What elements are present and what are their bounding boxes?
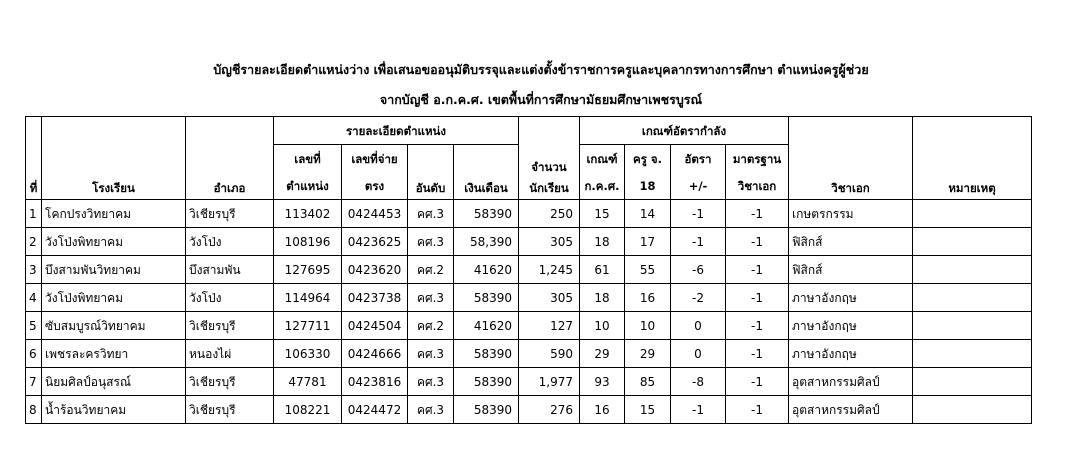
criteria-cell: 93 bbox=[580, 368, 625, 396]
row-no-cell: 7 bbox=[26, 368, 42, 396]
pay-number-cell: 0424472 bbox=[342, 396, 408, 424]
vacancy-table bbox=[25, 116, 1032, 424]
remark-cell bbox=[913, 228, 1032, 256]
school-name-cell: น้ำร้อนวิทยาคม bbox=[42, 396, 186, 424]
table-row bbox=[26, 396, 1032, 424]
header-remark: หมายเหตุ bbox=[913, 117, 1032, 200]
school-name-cell: โคกปรงวิทยาคม bbox=[42, 200, 186, 228]
criteria-cell: 10 bbox=[580, 312, 625, 340]
school-name-cell: นิยมศิลป์อนุสรณ์ bbox=[42, 368, 186, 396]
major-cell: อุตสาหกรรมศิลป์ bbox=[789, 396, 913, 424]
pay-number-cell: 0423620 bbox=[342, 256, 408, 284]
major-standard-cell: -1 bbox=[726, 200, 789, 228]
grade-cell: คศ.2 bbox=[408, 312, 454, 340]
salary-cell: 58390 bbox=[454, 396, 519, 424]
header-position-group: รายละเอียดตำแหน่ง bbox=[274, 117, 519, 145]
header-pos-no-2: ตำแหน่ง bbox=[274, 172, 342, 200]
district-cell: วิเชียรบุรี bbox=[186, 312, 274, 340]
school-name-cell: บึงสามพันวิทยาคม bbox=[42, 256, 186, 284]
rate-diff-cell: -6 bbox=[671, 256, 726, 284]
criteria-cell: 61 bbox=[580, 256, 625, 284]
position-number-cell: 108221 bbox=[274, 396, 342, 424]
major-standard-cell: -1 bbox=[726, 256, 789, 284]
header-crit-2: ก.ค.ศ. bbox=[580, 172, 625, 200]
salary-cell: 58390 bbox=[454, 284, 519, 312]
teacher-count-cell: 10 bbox=[625, 312, 671, 340]
major-cell: ภาษาอังกฤษ bbox=[789, 340, 913, 368]
salary-cell: 41620 bbox=[454, 256, 519, 284]
table-row bbox=[26, 256, 1032, 284]
remark-cell bbox=[913, 284, 1032, 312]
major-standard-cell: -1 bbox=[726, 340, 789, 368]
table-row bbox=[26, 368, 1032, 396]
teacher-count-cell: 17 bbox=[625, 228, 671, 256]
school-name-cell: วังโป่งพิทยาคม bbox=[42, 228, 186, 256]
grade-cell: คศ.2 bbox=[408, 256, 454, 284]
district-cell: วังโป่ง bbox=[186, 228, 274, 256]
teacher-count-cell: 15 bbox=[625, 396, 671, 424]
major-cell: เกษตรกรรม bbox=[789, 200, 913, 228]
header-teachers-2: 18 bbox=[625, 172, 671, 200]
criteria-cell: 29 bbox=[580, 340, 625, 368]
district-cell: วิเชียรบุรี bbox=[186, 368, 274, 396]
document-title: บัญชีรายละเอียดตำแหน่งว่าง เพื่อเสนอขออนุมัติบรรจุและแต่งตั้งข้าราชการครูและบุคลากรทางการศึกษา ตำแหน่งครูผู้ช่วย bbox=[213, 62, 869, 77]
remark-cell bbox=[913, 312, 1032, 340]
criteria-cell: 16 bbox=[580, 396, 625, 424]
position-number-cell: 106330 bbox=[274, 340, 342, 368]
major-cell: ภาษาอังกฤษ bbox=[789, 284, 913, 312]
teacher-count-cell: 85 bbox=[625, 368, 671, 396]
header-students-cell bbox=[519, 117, 580, 200]
row-no-cell: 1 bbox=[26, 200, 42, 228]
grade-cell: คศ.3 bbox=[408, 368, 454, 396]
district-cell: บึงสามพัน bbox=[186, 256, 274, 284]
student-count-cell: 276 bbox=[519, 396, 580, 424]
header-pos-no-1: เลขที่ bbox=[274, 145, 342, 173]
header-students-1: จำนวน bbox=[531, 160, 567, 174]
criteria-cell: 18 bbox=[580, 284, 625, 312]
grade-cell: คศ.3 bbox=[408, 200, 454, 228]
position-number-cell: 127711 bbox=[274, 312, 342, 340]
header-rate-1: อัตรา bbox=[671, 145, 726, 173]
header-no: ที่ bbox=[26, 117, 42, 200]
major-standard-cell: -1 bbox=[726, 312, 789, 340]
pay-number-cell: 0423816 bbox=[342, 368, 408, 396]
school-name-cell: ซับสมบูรณ์วิทยาคม bbox=[42, 312, 186, 340]
table-row bbox=[26, 312, 1032, 340]
teacher-count-cell: 16 bbox=[625, 284, 671, 312]
position-number-cell: 47781 bbox=[274, 368, 342, 396]
table-row bbox=[26, 200, 1032, 228]
grade-cell: คศ.3 bbox=[408, 340, 454, 368]
remark-cell bbox=[913, 256, 1032, 284]
header-school: โรงเรียน bbox=[42, 117, 186, 200]
position-number-cell: 113402 bbox=[274, 200, 342, 228]
salary-cell: 58390 bbox=[454, 200, 519, 228]
pay-number-cell: 0423738 bbox=[342, 284, 408, 312]
rate-diff-cell: 0 bbox=[671, 312, 726, 340]
grade-cell: คศ.3 bbox=[408, 228, 454, 256]
pay-number-cell: 0424453 bbox=[342, 200, 408, 228]
header-crit-1: เกณฑ์ bbox=[580, 145, 625, 173]
row-no-cell: 2 bbox=[26, 228, 42, 256]
document-subtitle: จากบัญชี อ.ก.ค.ศ. เขตพื้นที่การศึกษามัธยมศึกษาเพชรบูรณ์ bbox=[379, 92, 703, 107]
position-number-cell: 114964 bbox=[274, 284, 342, 312]
major-cell: ภาษาอังกฤษ bbox=[789, 312, 913, 340]
rate-diff-cell: 0 bbox=[671, 340, 726, 368]
row-no-cell: 6 bbox=[26, 340, 42, 368]
major-standard-cell: -1 bbox=[726, 284, 789, 312]
school-name-cell: เพชรละครวิทยา bbox=[42, 340, 186, 368]
table-row bbox=[26, 228, 1032, 256]
header-pay-no-2: ตรง bbox=[342, 172, 408, 200]
position-number-cell: 108196 bbox=[274, 228, 342, 256]
major-cell: ฟิสิกส์ bbox=[789, 256, 913, 284]
district-cell: วิเชียรบุรี bbox=[186, 200, 274, 228]
student-count-cell: 250 bbox=[519, 200, 580, 228]
teacher-count-cell: 14 bbox=[625, 200, 671, 228]
remark-cell bbox=[913, 200, 1032, 228]
header-std-1: มาตรฐาน bbox=[726, 145, 789, 173]
header-students-2: นักเรียน bbox=[529, 181, 569, 195]
header-quota-group: เกณฑ์อัตรากำลัง bbox=[580, 117, 789, 145]
salary-cell: 58390 bbox=[454, 368, 519, 396]
district-cell: วิเชียรบุรี bbox=[186, 396, 274, 424]
row-no-cell: 5 bbox=[26, 312, 42, 340]
table-row bbox=[26, 284, 1032, 312]
rate-diff-cell: -1 bbox=[671, 228, 726, 256]
pay-number-cell: 0424504 bbox=[342, 312, 408, 340]
header-row-1 bbox=[26, 117, 1032, 145]
grade-cell: คศ.3 bbox=[408, 396, 454, 424]
criteria-cell: 15 bbox=[580, 200, 625, 228]
grade-cell: คศ.3 bbox=[408, 284, 454, 312]
major-standard-cell: -1 bbox=[726, 396, 789, 424]
criteria-cell: 18 bbox=[580, 228, 625, 256]
district-cell: หนองไผ่ bbox=[186, 340, 274, 368]
header-salary: เงินเดือน bbox=[454, 145, 519, 200]
student-count-cell: 1,245 bbox=[519, 256, 580, 284]
rate-diff-cell: -8 bbox=[671, 368, 726, 396]
major-standard-cell: -1 bbox=[726, 228, 789, 256]
salary-cell: 41620 bbox=[454, 312, 519, 340]
remark-cell bbox=[913, 368, 1032, 396]
rate-diff-cell: -1 bbox=[671, 200, 726, 228]
remark-cell bbox=[913, 340, 1032, 368]
salary-cell: 58,390 bbox=[454, 228, 519, 256]
major-cell: ฟิสิกส์ bbox=[789, 228, 913, 256]
table-row bbox=[26, 340, 1032, 368]
row-no-cell: 8 bbox=[26, 396, 42, 424]
district-cell: วังโป่ง bbox=[186, 284, 274, 312]
student-count-cell: 590 bbox=[519, 340, 580, 368]
rate-diff-cell: -1 bbox=[671, 396, 726, 424]
student-count-cell: 305 bbox=[519, 228, 580, 256]
school-name-cell: วังโป่งพิทยาคม bbox=[42, 284, 186, 312]
salary-cell: 58390 bbox=[454, 340, 519, 368]
student-count-cell: 127 bbox=[519, 312, 580, 340]
header-rate-2: +/- bbox=[671, 172, 726, 200]
row-no-cell: 4 bbox=[26, 284, 42, 312]
header-major: วิชาเอก bbox=[789, 117, 913, 200]
row-no-cell: 3 bbox=[26, 256, 42, 284]
header-std-2: วิชาเอก bbox=[726, 172, 789, 200]
teacher-count-cell: 55 bbox=[625, 256, 671, 284]
student-count-cell: 305 bbox=[519, 284, 580, 312]
rate-diff-cell: -2 bbox=[671, 284, 726, 312]
header-district: อำเภอ bbox=[186, 117, 274, 200]
pay-number-cell: 0424666 bbox=[342, 340, 408, 368]
header-pay-no-1: เลขที่จ่าย bbox=[342, 145, 408, 173]
pay-number-cell: 0423625 bbox=[342, 228, 408, 256]
header-grade: อันดับ bbox=[408, 145, 454, 200]
remark-cell bbox=[913, 396, 1032, 424]
major-cell: อุตสาหกรรมศิลป์ bbox=[789, 368, 913, 396]
student-count-cell: 1,977 bbox=[519, 368, 580, 396]
teacher-count-cell: 29 bbox=[625, 340, 671, 368]
position-number-cell: 127695 bbox=[274, 256, 342, 284]
major-standard-cell: -1 bbox=[726, 368, 789, 396]
header-teachers-1: ครู จ. bbox=[625, 145, 671, 173]
